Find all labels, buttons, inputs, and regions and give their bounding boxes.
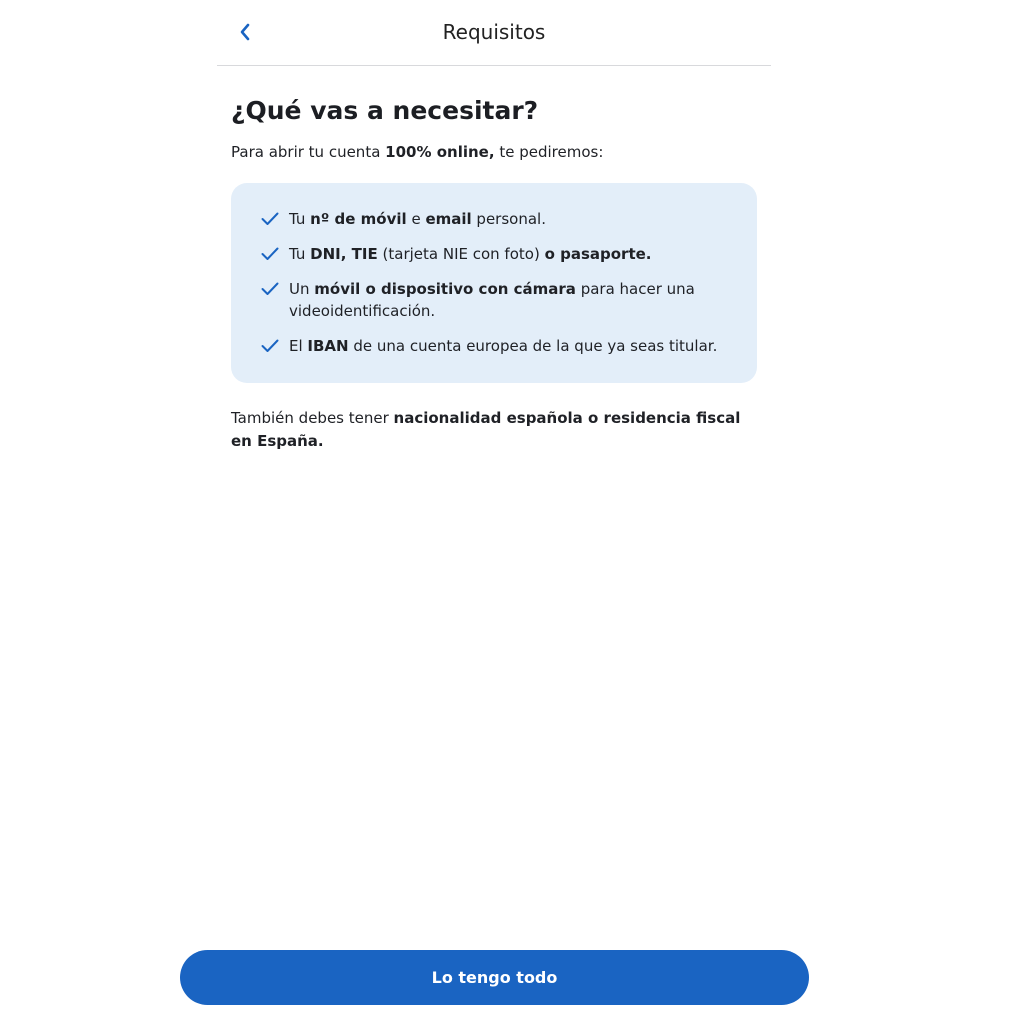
intro-text xyxy=(231,141,761,163)
requirement-item-id-document xyxy=(261,243,733,265)
main-content xyxy=(231,94,761,453)
nationality-note xyxy=(231,407,761,453)
requirement-item-iban xyxy=(261,335,733,357)
check-icon xyxy=(261,208,279,230)
section-heading: ¿Qué vas a necesitar? xyxy=(231,96,539,125)
intro-text-part: Para abrir tu cuenta xyxy=(231,143,386,161)
page-title: Requisitos xyxy=(442,20,546,44)
intro-text-bold: 100% online, xyxy=(385,143,495,161)
requirement-text: Tu nº de móvil e email personal. xyxy=(289,210,546,228)
top-bar xyxy=(217,0,771,66)
requirements-list xyxy=(231,183,757,383)
requirement-text: Tu DNI, TIE (tarjeta NIE con foto) o pasaporte. xyxy=(289,245,652,263)
requirement-text: El IBAN de una cuenta europea de la que ya seas titular. xyxy=(289,337,718,355)
requirement-text: Un móvil o dispositivo con cámara para hacer una videoidentificación. xyxy=(289,280,695,320)
note-text-bold: nacionalidad española o residencia fiscal en España. xyxy=(231,409,741,450)
check-icon xyxy=(261,278,279,300)
intro-text-part: te pediremos: xyxy=(494,143,604,161)
requirement-item-phone-email xyxy=(261,208,733,230)
check-icon xyxy=(261,335,279,357)
note-text-part: También debes tener xyxy=(231,409,394,427)
requirement-item-camera-device xyxy=(261,278,733,322)
continue-button[interactable]: Lo tengo todo xyxy=(180,950,809,1005)
check-icon xyxy=(261,243,279,265)
